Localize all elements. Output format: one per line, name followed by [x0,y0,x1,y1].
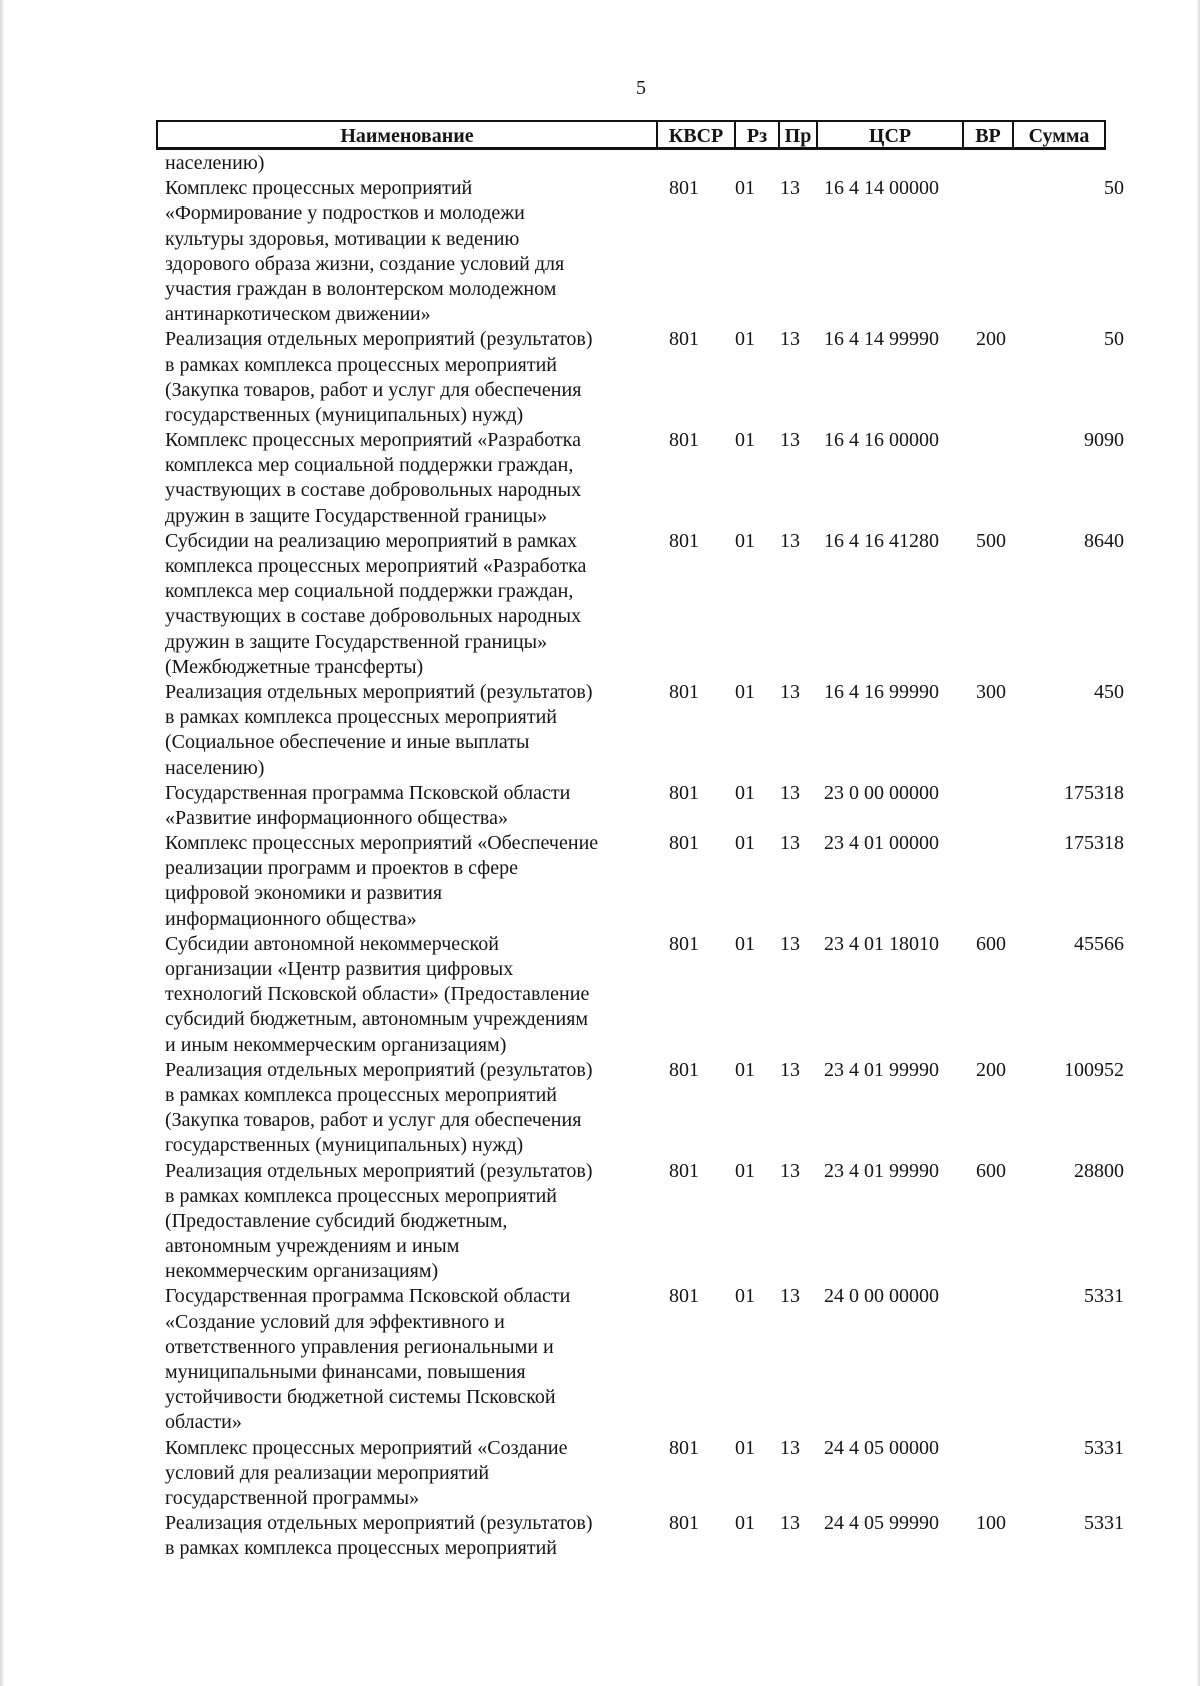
row-sum: 9090 [1084,429,1124,452]
row-kvsr: 801 [669,832,699,855]
row-pr: 13 [780,1512,800,1535]
row-name-text: дружин в защите Государственной границы» [165,630,548,653]
row-sum: 175318 [1064,781,1124,804]
table-row-continuation [0,756,1200,781]
table-row [0,327,1200,352]
row-rz: 01 [735,680,755,703]
row-csr: 16 4 16 00000 [824,429,939,452]
table-header [156,120,1106,150]
row-csr: 23 4 01 18010 [824,932,939,955]
table-row [0,781,1200,806]
row-name-text: «Формирование у подростков и молодежи [165,202,525,225]
row-name-text: и иным некоммерческим организациям) [165,1033,507,1056]
row-name-text: Реализация отдельных мероприятий (результатов) [165,328,593,351]
table-row-continuation [0,1486,1200,1511]
table-row [0,1159,1200,1184]
row-name-text: муниципальными финансами, повышения [165,1361,526,1383]
row-vr: 600 [976,932,1006,955]
row-name-text: в рамках комплекса процессных мероприятий [165,1184,557,1207]
row-name-text: участия граждан в волонтерском молодежном [165,277,557,300]
row-pr: 13 [780,1159,800,1182]
row-name-text: участвующих в составе добровольных народных [165,605,582,628]
row-name-text: автономным учреждениям и иным [165,1235,460,1258]
row-pr: 13 [780,781,800,804]
row-sum: 5331 [1084,1285,1124,1308]
table-row [0,1436,1200,1461]
row-name-text: некоммерческим организациям) [165,1260,439,1283]
row-rz: 01 [735,1436,755,1459]
row-sum: 175318 [1064,832,1124,855]
row-name-text: (Закупка товаров, работ и услуг для обеспечения [165,378,582,401]
table-row [0,680,1200,705]
row-csr: 23 0 00 00000 [824,781,939,804]
row-kvsr: 801 [669,1285,699,1308]
table-row-continuation [0,1536,1200,1561]
row-vr: 200 [976,328,1006,351]
row-csr: 16 4 16 99990 [824,680,939,703]
table-row-continuation [0,730,1200,755]
row-name-text: населению) [165,756,265,779]
row-name-text: в рамках комплекса процессных мероприятий [165,1083,557,1106]
table-row-continuation [0,302,1200,327]
row-sum: 450 [1094,680,1124,703]
table-row-continuation [0,1108,1200,1133]
row-pr: 13 [780,1058,800,1081]
page-number: 5 [636,77,646,99]
row-name-text: (Предоставление субсидий бюджетным, [165,1209,508,1232]
header-sum: Сумма [1028,125,1090,147]
row-name-text: Комплекс процессных мероприятий «Разработка [165,429,581,452]
row-sum: 5331 [1084,1512,1124,1535]
table-row [0,428,1200,453]
row-sum: 5331 [1084,1436,1124,1459]
row-csr: 16 4 14 99990 [824,328,939,351]
row-name-text: антинаркотическом движении» [165,303,431,326]
row-name-text: Субсидии на реализацию мероприятий в рамках [165,529,578,552]
row-name-text: комплекса мер социальной поддержки граждан, [165,454,574,477]
row-vr: 600 [976,1159,1006,1182]
row-name-text: Реализация отдельных мероприятий (результатов) [165,1058,593,1081]
row-pr: 13 [780,177,800,200]
table-row-continuation [0,277,1200,302]
row-name-text: «Развитие информационного общества» [165,806,508,829]
table-row-continuation [0,1007,1200,1032]
row-csr: 16 4 16 41280 [824,529,939,552]
table-row-continuation [0,856,1200,881]
row-name-text: «Создание условий для эффективного и [165,1310,505,1333]
table-row-continuation [0,1033,1200,1058]
table-row-continuation [0,1410,1200,1435]
table-row-continuation [0,353,1200,378]
row-name-text: в рамках комплекса процессных мероприятий [165,1537,557,1560]
row-sum: 28800 [1074,1159,1124,1182]
row-rz: 01 [735,1285,755,1308]
row-sum: 100952 [1064,1058,1124,1081]
table-row-continuation [0,1310,1200,1335]
table-row [0,831,1200,856]
row-pr: 13 [780,1285,800,1308]
row-name-text: культуры здоровья, мотивации к ведению [165,227,520,250]
row-name-text: Комплекс процессных мероприятий «Создание [165,1436,568,1459]
row-csr: 23 4 01 99990 [824,1058,939,1081]
row-kvsr: 801 [669,177,699,200]
row-name-text: Реализация отдельных мероприятий (результатов) [165,1512,593,1535]
header-csr: ЦСР [868,125,912,147]
table-row-continuation [0,630,1200,655]
table-row-continuation [0,378,1200,403]
row-name-text: населению) [165,152,265,174]
row-vr: 300 [976,680,1006,703]
header-kvsr: КВСР [668,125,724,147]
row-name-text: Государственная программа Псковской области [165,1285,571,1308]
row-kvsr: 801 [669,429,699,452]
table-row-continuation [0,403,1200,428]
row-kvsr: 801 [669,680,699,703]
table-row-continuation [0,1083,1200,1108]
table-row [0,932,1200,957]
row-name-text: здорового образа жизни, создание условий для [165,252,565,275]
row-kvsr: 801 [669,1159,699,1182]
table-row-continuation [0,579,1200,604]
row-pr: 13 [780,328,800,351]
row-csr: 23 4 01 00000 [824,832,939,855]
table-row-continuation [0,1335,1200,1360]
row-name-text: (Межбюджетные трансферты) [165,655,424,678]
row-name-text: участвующих в составе добровольных народных [165,479,582,502]
table-row-continuation [0,478,1200,503]
row-rz: 01 [735,932,755,955]
table-row [0,1284,1200,1309]
row-kvsr: 801 [669,328,699,351]
row-rz: 01 [735,832,755,855]
table-row [0,151,1200,176]
row-name-text: в рамках комплекса процессных мероприятий [165,353,557,376]
row-rz: 01 [735,529,755,552]
row-kvsr: 801 [669,1058,699,1081]
header-rz: Рз [746,125,768,147]
row-name-text: реализации программ и проектов в сфере [165,857,519,880]
table-row-continuation [0,1385,1200,1410]
row-name-text: комплекса процессных мероприятий «Разработка [165,555,587,577]
row-rz: 01 [735,1159,755,1182]
row-name-text: информационного общества» [165,907,417,930]
row-sum: 50 [1104,328,1124,351]
row-name-text: Реализация отдельных мероприятий (результатов) [165,680,593,703]
row-name-text: комплекса мер социальной поддержки граждан, [165,580,574,603]
row-csr: 24 4 05 99990 [824,1512,939,1535]
row-rz: 01 [735,1058,755,1081]
row-pr: 13 [780,529,800,552]
table-row [0,1511,1200,1536]
row-kvsr: 801 [669,529,699,552]
row-name-text: цифровой экономики и развития [165,882,443,905]
table-row-continuation [0,1259,1200,1284]
row-name-text: устойчивости бюджетной системы Псковской [165,1386,556,1409]
table-row-continuation [0,252,1200,277]
row-name-text: Комплекс процессных мероприятий [165,177,473,200]
table-row-continuation [0,806,1200,831]
table-row-continuation [0,453,1200,478]
row-sum: 8640 [1084,529,1124,552]
table-row-continuation [0,957,1200,982]
table-row-continuation [0,705,1200,730]
table-row-continuation [0,1461,1200,1486]
row-vr: 500 [976,529,1006,552]
row-name-text: субсидий бюджетным, автономным учреждениям [165,1008,589,1031]
header-pr: Пр [784,125,812,147]
header-vr: ВР [975,125,1001,147]
table-row-continuation [0,227,1200,252]
table-row-continuation [0,881,1200,906]
row-pr: 13 [780,429,800,452]
table-row [0,529,1200,554]
row-kvsr: 801 [669,1512,699,1535]
row-csr: 24 4 05 00000 [824,1436,939,1459]
row-name-text: Государственная программа Псковской области [165,781,571,804]
table-row-continuation [0,1209,1200,1234]
table-row [0,1058,1200,1083]
row-csr: 24 0 00 00000 [824,1285,939,1308]
row-rz: 01 [735,177,755,200]
row-name-text: организации «Центр развития цифровых [165,958,514,980]
row-name-text: государственных (муниципальных) нужд) [165,403,524,426]
row-name-text: области» [165,1411,242,1434]
row-sum: 45566 [1074,932,1124,955]
row-name-text: дружин в защите Государственной границы» [165,504,548,527]
row-rz: 01 [735,328,755,351]
row-rz: 01 [735,429,755,452]
table-row-continuation [0,604,1200,629]
row-pr: 13 [780,832,800,855]
row-vr: 200 [976,1058,1006,1081]
row-kvsr: 801 [669,781,699,804]
row-kvsr: 801 [669,1436,699,1459]
header-name: Наименование [340,125,474,147]
row-name-text: Комплекс процессных мероприятий «Обеспечение [165,832,599,855]
row-name-text: технологий Псковской области» (Предоставление [165,983,590,1006]
row-rz: 01 [735,1512,755,1535]
row-vr: 100 [976,1512,1006,1535]
row-pr: 13 [780,1436,800,1459]
row-pr: 13 [780,932,800,955]
table-row-continuation [0,554,1200,579]
row-sum: 50 [1104,177,1124,200]
row-pr: 13 [780,680,800,703]
table-row-continuation [0,655,1200,680]
table-row-continuation [0,1234,1200,1259]
row-csr: 23 4 01 99990 [824,1159,939,1182]
row-name-text: в рамках комплекса процессных мероприятий [165,706,557,729]
row-rz: 01 [735,781,755,804]
row-csr: 16 4 14 00000 [824,177,939,200]
table-row-continuation [0,982,1200,1007]
table-row-continuation [0,201,1200,226]
row-name-text: государственных (муниципальных) нужд) [165,1134,524,1157]
table-row [0,176,1200,201]
table-row-continuation [0,907,1200,932]
row-name-text: условий для реализации мероприятий [165,1461,490,1484]
table-row-continuation [0,504,1200,529]
row-name-text: (Закупка товаров, работ и услуг для обеспечения [165,1109,582,1132]
table-row-continuation [0,1133,1200,1158]
row-name-text: ответственного управления региональными и [165,1335,554,1358]
row-name-text: государственной программы» [165,1486,420,1509]
row-name-text: Реализация отдельных мероприятий (результатов) [165,1159,593,1182]
row-kvsr: 801 [669,932,699,955]
table-body [0,151,1200,1562]
table-row-continuation [0,1360,1200,1385]
row-name-text: (Социальное обеспечение и иные выплаты [165,731,530,754]
table-row-continuation [0,1184,1200,1209]
row-name-text: Субсидии автономной некоммерческой [165,932,499,955]
